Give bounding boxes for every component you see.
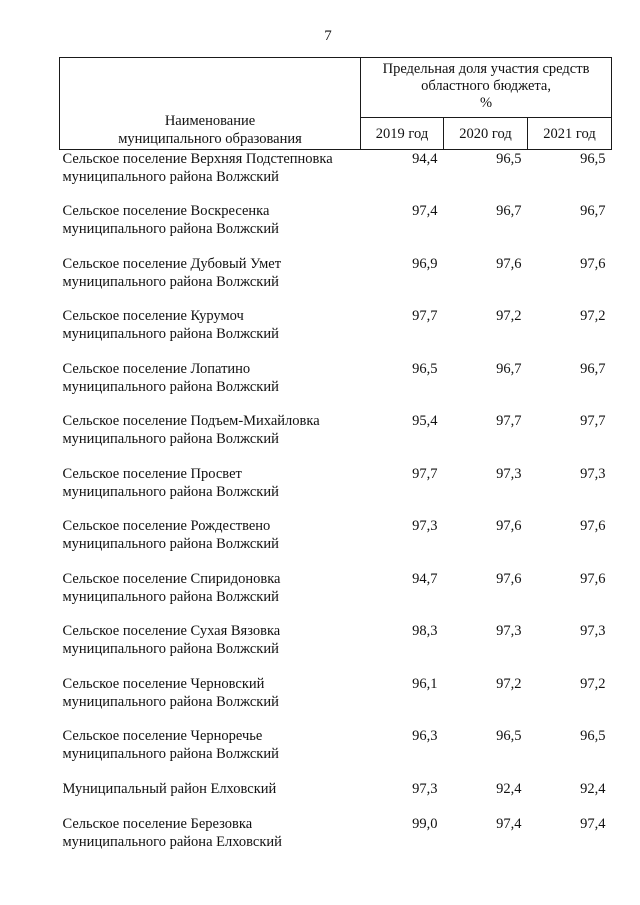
name-header-line1: Наименование <box>164 113 256 129</box>
municipality-name-line1: Сельское поселение Березовка <box>62 815 253 832</box>
municipality-name <box>60 815 361 868</box>
municipality-name <box>60 570 361 623</box>
municipality-name-line2: муниципального района Волжский <box>62 746 279 762</box>
value-2019: 97,7 <box>412 465 438 482</box>
table-row <box>60 412 612 465</box>
share-header-line3: % <box>479 95 493 111</box>
municipality-name <box>60 360 361 413</box>
table-row <box>60 622 612 675</box>
value-2020: 97,3 <box>496 465 522 482</box>
value-2020: 96,5 <box>496 151 522 167</box>
value-2019: 98,3 <box>412 623 438 639</box>
budget-share-header <box>361 58 612 118</box>
table-row <box>60 307 612 360</box>
value-2021: 96,7 <box>580 203 606 219</box>
municipality-name-line1: Сельское поселение Просвет <box>62 465 242 482</box>
value-2020: 97,4 <box>496 815 522 832</box>
year-header-2021: 2021 год <box>528 118 612 150</box>
municipality-name-line1: Сельское поселение Подъем-Михайловка <box>62 413 320 429</box>
value-2020: 96,7 <box>496 203 522 219</box>
table-row <box>60 360 612 413</box>
table-row <box>60 815 612 868</box>
municipality-name-line2: муниципального района Волжский <box>62 483 279 500</box>
municipality-name <box>60 255 361 308</box>
value-2019: 96,3 <box>412 728 438 744</box>
table-row <box>60 727 612 780</box>
municipality-name-line2: муниципального района Волжский <box>62 588 279 605</box>
municipality-name <box>60 202 361 255</box>
value-2021: 97,6 <box>580 518 606 534</box>
value-2021: 97,3 <box>580 465 606 482</box>
year-header-2019: 2019 год <box>361 118 444 150</box>
municipality-name-line2: муниципального района Волжский <box>62 221 279 237</box>
value-2019: 96,1 <box>412 675 438 692</box>
municipality-name-line1: Сельское поселение Курумоч <box>62 308 244 324</box>
municipality-name <box>60 622 361 675</box>
value-2020: 97,2 <box>496 675 522 692</box>
value-2021: 97,2 <box>580 308 606 324</box>
municipality-name-line1: Сельское поселение Лопатино <box>62 360 251 377</box>
value-2020: 92,4 <box>496 780 522 797</box>
year-header-2020: 2020 год <box>444 118 528 150</box>
municipality-name-line2: муниципального района Волжский <box>62 378 279 395</box>
table-row <box>60 465 612 518</box>
value-2020: 96,7 <box>496 360 522 377</box>
value-2019: 94,4 <box>412 151 438 167</box>
value-2019: 99,0 <box>412 815 438 832</box>
municipality-name-line1: Сельское поселение Рождествено <box>62 518 271 534</box>
value-2021: 96,5 <box>580 151 606 167</box>
municipality-name-line1: Сельское поселение Верхняя Подстепновка <box>62 151 333 167</box>
table-row <box>60 202 612 255</box>
value-2021: 92,4 <box>580 780 606 797</box>
municipality-name-header <box>60 58 361 150</box>
municipality-name-line2: муниципального района Волжский <box>62 326 279 342</box>
municipality-name-line2: муниципального района Волжский <box>62 273 279 290</box>
share-header-line2: областного бюджета, <box>421 78 551 94</box>
table-body <box>60 150 612 868</box>
value-2020: 97,7 <box>496 413 522 429</box>
municipality-name <box>60 150 361 203</box>
value-2021: 97,4 <box>580 815 606 832</box>
table-row <box>60 570 612 623</box>
municipality-name-line1: Муниципальный район Елховский <box>62 780 277 797</box>
municipality-name-line1: Сельское поселение Сухая Вязовка <box>62 623 281 639</box>
value-2021: 96,7 <box>580 360 606 377</box>
municipality-name-line1: Сельское поселение Черновский <box>62 675 265 692</box>
municipality-name <box>60 412 361 465</box>
value-2020: 97,6 <box>496 570 522 587</box>
value-2019: 95,4 <box>412 413 438 429</box>
municipality-name <box>60 675 361 728</box>
table-row <box>60 150 612 203</box>
value-2019: 94,7 <box>412 570 438 587</box>
municipality-name <box>60 307 361 360</box>
municipality-name-line1: Сельское поселение Черноречье <box>62 728 263 744</box>
value-2019: 96,9 <box>412 255 438 272</box>
municipality-name <box>60 780 361 815</box>
value-2021: 96,5 <box>580 728 606 744</box>
value-2021: 97,6 <box>580 570 606 587</box>
value-2021: 97,6 <box>580 255 606 272</box>
table-row <box>60 675 612 728</box>
municipality-name-line2: муниципального района Волжский <box>62 169 279 185</box>
municipality-name-line2: муниципального района Волжский <box>62 641 279 657</box>
value-2019: 97,4 <box>412 203 438 219</box>
value-2020: 96,5 <box>496 728 522 744</box>
value-2021: 97,3 <box>580 623 606 639</box>
value-2021: 97,7 <box>580 413 606 429</box>
municipality-name-line1: Сельское поселение Воскресенка <box>62 203 270 219</box>
table-row <box>60 517 612 570</box>
municipality-name <box>60 727 361 780</box>
table-row <box>60 255 612 308</box>
municipality-name-line2: муниципального района Волжский <box>62 536 279 552</box>
municipality-name <box>60 465 361 518</box>
value-2019: 96,5 <box>412 360 438 377</box>
value-2020: 97,2 <box>496 308 522 324</box>
value-2021: 97,2 <box>580 675 606 692</box>
municipality-name <box>60 517 361 570</box>
value-2019: 97,7 <box>412 308 438 324</box>
value-2020: 97,6 <box>496 255 522 272</box>
municipality-name-line1: Сельское поселение Дубовый Умет <box>62 255 282 272</box>
value-2020: 97,6 <box>496 518 522 534</box>
municipality-name-line2: муниципального района Елховский <box>62 833 282 850</box>
municipality-name-line2: муниципального района Волжский <box>62 693 279 710</box>
table-row <box>60 780 612 815</box>
value-2020: 97,3 <box>496 623 522 639</box>
municipality-name-line1: Сельское поселение Спиридоновка <box>62 570 281 587</box>
municipality-name-line2: муниципального района Волжский <box>62 431 279 447</box>
page-number: 7 <box>324 28 332 44</box>
name-header-line2: муниципального образования <box>118 131 302 147</box>
budget-share-table <box>59 57 612 867</box>
value-2019: 97,3 <box>412 780 438 797</box>
value-2019: 97,3 <box>412 518 438 534</box>
share-header-line1: Предельная доля участия средств <box>382 61 590 77</box>
